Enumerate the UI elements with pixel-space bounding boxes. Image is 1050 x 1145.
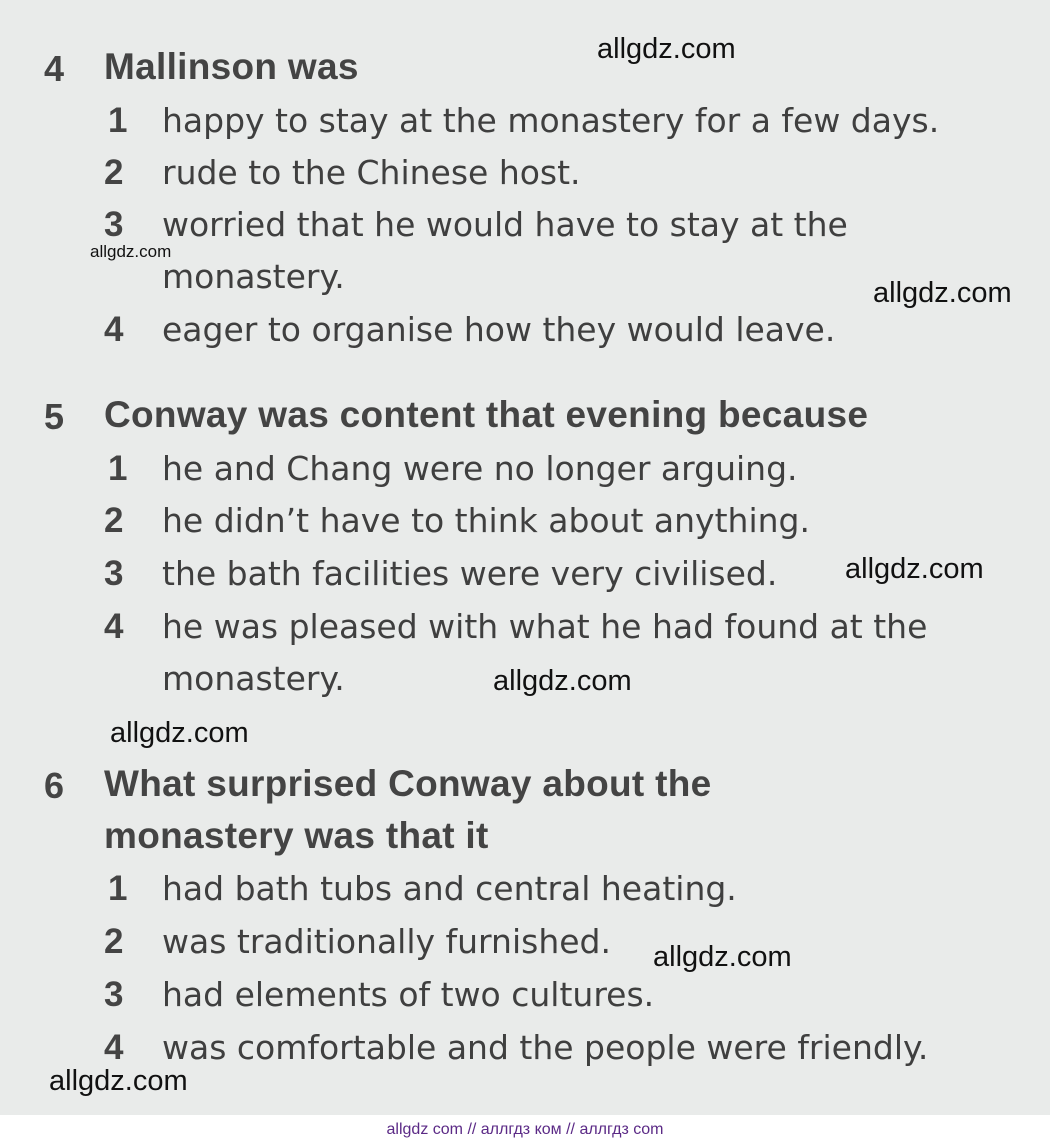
- q6-option-3-text: had elements of two cultures.: [162, 975, 655, 1014]
- q6-option-3-number: 3: [104, 975, 124, 1014]
- q6-option-1-text: had bath tubs and central heating.: [162, 869, 737, 908]
- watermark: allgdz.com: [110, 717, 249, 749]
- q5-option-4-text-line-2: monastery.: [162, 659, 345, 698]
- watermark: allgdz.com: [653, 941, 792, 973]
- watermark: allgdz.com: [873, 277, 1012, 309]
- bottom-footer[interactable]: allgdz com // аллгдз ком // аллгдз com: [0, 1117, 1050, 1145]
- q6-option-4-number: 4: [104, 1028, 124, 1067]
- q6-option-2-text: was traditionally furnished.: [162, 922, 611, 961]
- q6-option-1-number: 1: [108, 869, 128, 908]
- q4-option-3-text-line-2: monastery.: [162, 257, 345, 296]
- q6-option-4-text: was comfortable and the people were friendly.: [162, 1028, 929, 1067]
- question-4-stem: Mallinson was: [104, 46, 359, 87]
- q4-option-1-number: 1: [108, 101, 128, 140]
- question-5-stem: Conway was content that evening because: [104, 394, 869, 435]
- question-5-number: 5: [44, 396, 65, 437]
- q4-option-4-number: 4: [104, 310, 124, 349]
- watermark: allgdz.com: [493, 665, 632, 697]
- q5-option-1-text: he and Chang were no longer arguing.: [162, 449, 798, 488]
- q4-option-3-number: 3: [104, 205, 124, 244]
- question-6-stem-line-2: monastery was that it: [104, 815, 489, 856]
- q4-option-4-text: eager to organise how they would leave.: [162, 310, 836, 349]
- question-6-stem-line-1: What surprised Conway about the: [104, 763, 712, 804]
- question-6-number: 6: [44, 765, 65, 806]
- question-4-number: 4: [44, 48, 65, 89]
- q5-option-3-text: the bath facilities were very civilised.: [162, 554, 778, 593]
- q5-option-1-number: 1: [108, 449, 128, 488]
- q4-option-2-text: rude to the Chinese host.: [162, 153, 581, 192]
- watermark: allgdz.com: [845, 553, 984, 585]
- q4-option-3-text-line-1: worried that he would have to stay at the: [162, 205, 848, 244]
- q5-option-4-text-line-1: he was pleased with what he had found at the: [162, 607, 928, 646]
- q5-option-3-number: 3: [104, 554, 124, 593]
- q5-option-2-number: 2: [104, 501, 124, 540]
- watermark: allgdz.com: [90, 242, 172, 261]
- q5-option-4-number: 4: [104, 607, 124, 646]
- q4-option-2-number: 2: [104, 153, 124, 192]
- watermark: allgdz.com: [597, 33, 736, 65]
- q6-option-2-number: 2: [104, 922, 124, 961]
- q5-option-2-text: he didn’t have to think about anything.: [162, 501, 810, 540]
- watermark: allgdz.com: [49, 1065, 188, 1097]
- q4-option-1-text: happy to stay at the monastery for a few days.: [162, 101, 940, 140]
